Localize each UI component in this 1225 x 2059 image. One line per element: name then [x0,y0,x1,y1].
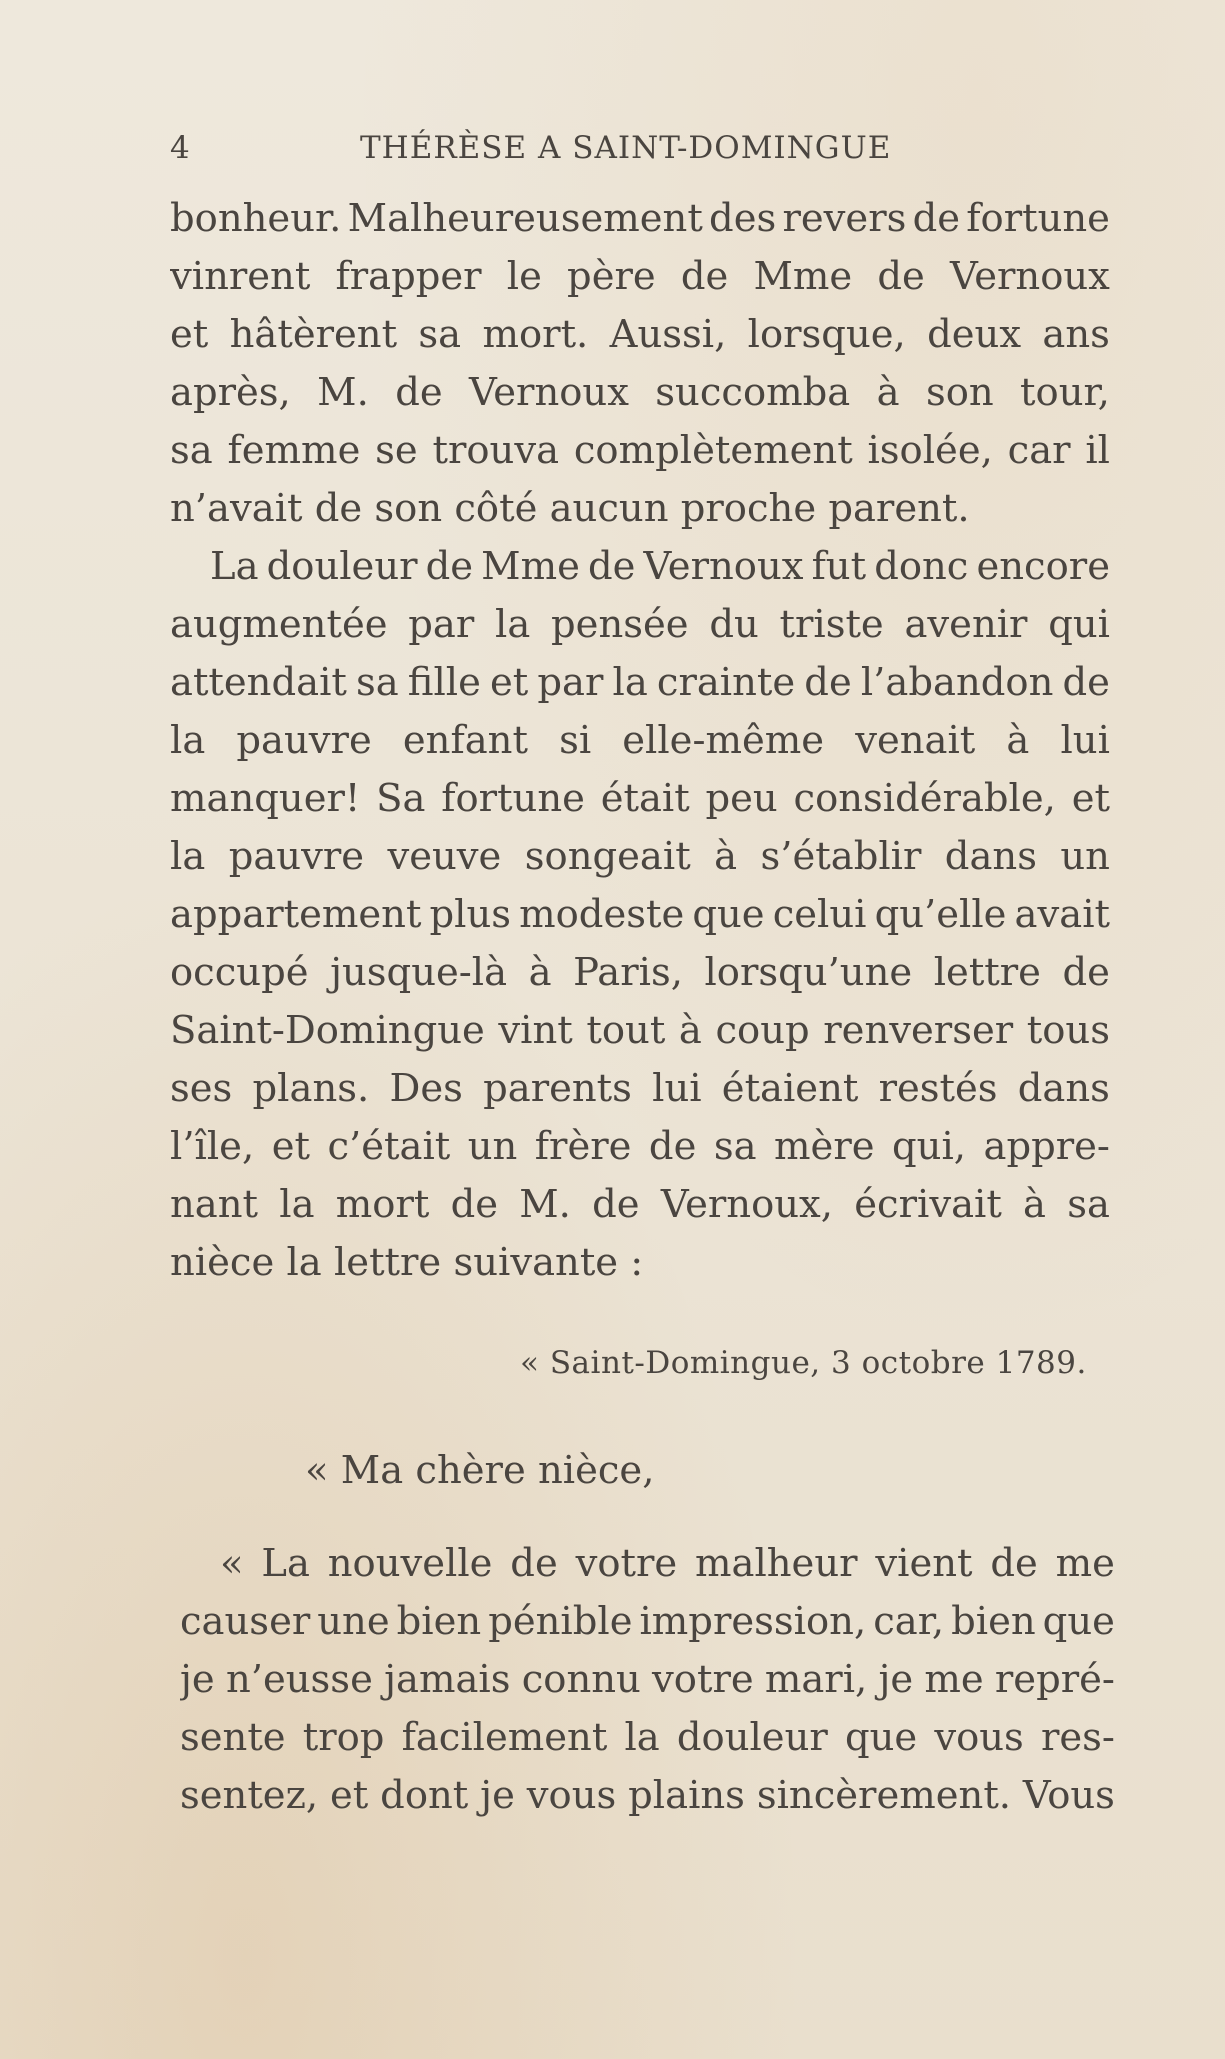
text-line [180,1709,1115,1767]
text-line [170,1118,1110,1176]
word: vint [498,1008,573,1053]
word: la [495,602,531,647]
word: donc [874,544,969,589]
text-line [170,538,1110,596]
text-line [170,886,1110,944]
word: repré- [994,1657,1115,1702]
word: Malheureusement [347,196,703,241]
word: Saint-Domingue [170,1008,485,1053]
word: malheur [694,1541,858,1586]
word: votre [575,1541,678,1586]
word: res- [1040,1715,1115,1760]
text-line [170,422,1110,480]
word: à [528,950,552,995]
word: facilement [401,1715,608,1760]
word: son [925,370,994,415]
word: impression, [639,1599,867,1644]
word: manquer! [170,776,361,821]
word: veuve [387,834,502,879]
word: que [844,1715,918,1760]
word: vient [875,1541,973,1586]
word: de [510,1541,558,1586]
word: Aussi, [609,312,727,357]
word: par [537,660,604,705]
word: appartement [170,892,422,937]
word: je [480,1773,515,1818]
word: modeste [519,892,685,937]
text-line [170,364,1110,422]
word: Vernoux [643,544,804,589]
word: qui [1048,602,1110,647]
word: à [1006,718,1030,763]
word: fille [407,660,481,705]
word: plus [429,892,512,937]
word: hâtèrent [229,312,398,357]
word: encore [976,544,1110,589]
text-line: n’avait de son côté aucun proche parent. [170,486,970,531]
word: de [450,1182,499,1227]
word: pauvre [228,834,365,879]
word: avait [1014,892,1110,937]
word: attendait [170,660,347,705]
word: ses [170,1066,233,1111]
word: et [271,1124,310,1169]
word: appre- [983,1124,1110,1169]
word: de [587,544,636,589]
word: me [924,1657,984,1702]
word: était [600,776,690,821]
word: votre [652,1657,754,1702]
word: qui, [892,1124,967,1169]
word: Mme [481,544,580,589]
word: triste [779,602,884,647]
word: la [624,1715,660,1760]
word: et [490,660,529,705]
word: mère [774,1124,875,1169]
text-line [170,1002,1110,1060]
letter-salutation: « Ma chère nièce, [305,1448,655,1493]
word: si [559,718,592,763]
word: frère [534,1124,632,1169]
word: à [876,370,900,415]
text-line [180,1535,1115,1593]
word: le [506,254,542,299]
word: de [1062,660,1110,705]
word: peu [705,776,778,821]
word: douleur [266,544,418,589]
word: écrivait [854,1182,1002,1227]
word: après, [170,370,291,415]
word: mort. [482,312,589,357]
word: Vous [1022,1773,1115,1818]
word: et [170,312,209,357]
word: n’eusse [225,1657,373,1702]
word: pauvre [236,718,372,763]
word: douleur [676,1715,828,1760]
text-line [170,248,1110,306]
word: considérable, [793,776,1056,821]
word: avenir [904,602,1028,647]
word: renverser [823,1008,1014,1053]
word: fortune [966,196,1110,241]
running-head [170,130,930,174]
word: nant [170,1182,259,1227]
word: se [375,428,418,473]
text-line [180,1593,1115,1651]
text-line [170,944,1110,1002]
word: revers [782,196,907,241]
word: de [990,1541,1038,1586]
word: de [680,254,729,299]
word: bonheur. [170,196,342,241]
word: car, [873,1599,945,1644]
word: mort [335,1182,430,1227]
word: enfant [402,718,528,763]
word: trop [302,1715,385,1760]
word: nouvelle [327,1541,493,1586]
word: l’abandon [860,660,1054,705]
word: étaient [721,1066,859,1111]
word: trouva [432,428,560,473]
word: à [714,834,738,879]
word: fut [811,544,867,589]
word: me [1055,1541,1115,1586]
word: tous [1026,1008,1110,1053]
word: qu’elle [874,892,1007,937]
word: jamais [384,1657,511,1702]
word: sa [170,428,213,473]
word: vous [934,1715,1024,1760]
page-number: 4 [170,130,191,166]
word: je [878,1657,914,1702]
word: une [317,1599,390,1644]
text-line [170,712,1110,770]
word: bien [396,1599,482,1644]
word: vinrent [170,254,311,299]
word: de [592,1182,640,1227]
word: des [709,196,777,241]
word: lui [652,1066,702,1111]
word: sa [418,312,462,357]
word: mari, [764,1657,868,1702]
word: l’île, [170,1124,255,1169]
word: succomba [655,370,851,415]
word: par [408,602,475,647]
word: M. [519,1182,571,1227]
word: occupé [170,950,309,995]
word: « [220,1541,244,1586]
word: lui [1060,718,1110,763]
running-title: THÉRÈSE A SAINT-DOMINGUE [360,130,892,166]
text-line: nièce la lettre suivante : [170,1240,644,1285]
letter-text [180,1535,1115,1825]
word: crainte [656,660,796,705]
word: sa [713,1124,757,1169]
word: la [170,834,206,879]
word: je [180,1657,215,1702]
text-line [170,1176,1110,1234]
word: de [395,370,443,415]
word: car [1007,428,1071,473]
word: femme [227,428,361,473]
word: fortune [441,776,585,821]
word: parents [483,1066,632,1111]
word: plains [628,1773,745,1818]
word: que [1042,1599,1115,1644]
word: bien [951,1599,1036,1644]
word: dans [944,834,1037,879]
text-line [170,654,1110,712]
word: à [678,1008,702,1053]
word: complètement [573,428,853,473]
word: Vernoux [468,370,629,415]
text-line [170,1060,1110,1118]
word: de [1062,950,1110,995]
word: lorsque, [747,312,906,357]
word: la [612,660,648,705]
text-line [180,1767,1115,1825]
body-text [170,190,1110,1292]
word: et [330,1773,369,1818]
word: que [692,892,765,937]
text-line [170,828,1110,886]
text-line [170,770,1110,828]
word: Mme [753,254,853,299]
text-line [170,190,1110,248]
word: plans. [252,1066,370,1111]
word: isolée, [867,428,993,473]
word: frapper [335,254,482,299]
word: s’établir [760,834,922,879]
word: de [912,196,961,241]
word: ans [1042,312,1110,357]
word: c’était [327,1124,451,1169]
word: La [261,1541,310,1586]
word: sa [355,660,399,705]
word: sa [1067,1182,1110,1227]
word: pensée [551,602,689,647]
word: pénible [488,1599,633,1644]
word: tout [586,1008,666,1053]
word: vous [526,1773,617,1818]
word: dont [380,1773,469,1818]
word: restés [878,1066,998,1111]
word: causer [180,1599,311,1644]
word: de [648,1124,697,1169]
word: Vernoux, [660,1182,834,1227]
word: augmentée [170,602,388,647]
word: sincèrement. [756,1773,1012,1818]
word: la [170,718,206,763]
word: venait [855,718,976,763]
word: connu [521,1657,641,1702]
word: celui [772,892,867,937]
word: de [877,254,925,299]
word: dans [1017,1066,1110,1111]
word: lettre [933,950,1041,995]
text-line [170,596,1110,654]
word: deux [927,312,1022,357]
word: Sa [376,776,426,821]
word: la [279,1182,315,1227]
word: lorsqu’une [704,950,913,995]
word: jusque-là [330,950,508,995]
letter-dateline: « Saint-Domingue, 3 octobre 1789. [520,1345,1087,1381]
word: un [467,1124,518,1169]
word: songeait [524,834,691,879]
word: Paris, [573,950,683,995]
word: Des [389,1066,463,1111]
word: coup [715,1008,810,1053]
word: de [425,544,474,589]
text-line [170,306,1110,364]
word: et [1071,776,1110,821]
word: elle-même [622,718,825,763]
word: il [1085,428,1110,473]
word: La [210,544,259,589]
word: à [1023,1182,1047,1227]
word: du [709,602,759,647]
text-line [180,1651,1115,1709]
word: père [567,254,656,299]
word: sentez, [180,1773,319,1818]
word: tour, [1020,370,1110,415]
word: sente [180,1715,286,1760]
word: Vernoux [949,254,1110,299]
word: un [1060,834,1110,879]
word: M. [317,370,369,415]
word: de [804,660,852,705]
